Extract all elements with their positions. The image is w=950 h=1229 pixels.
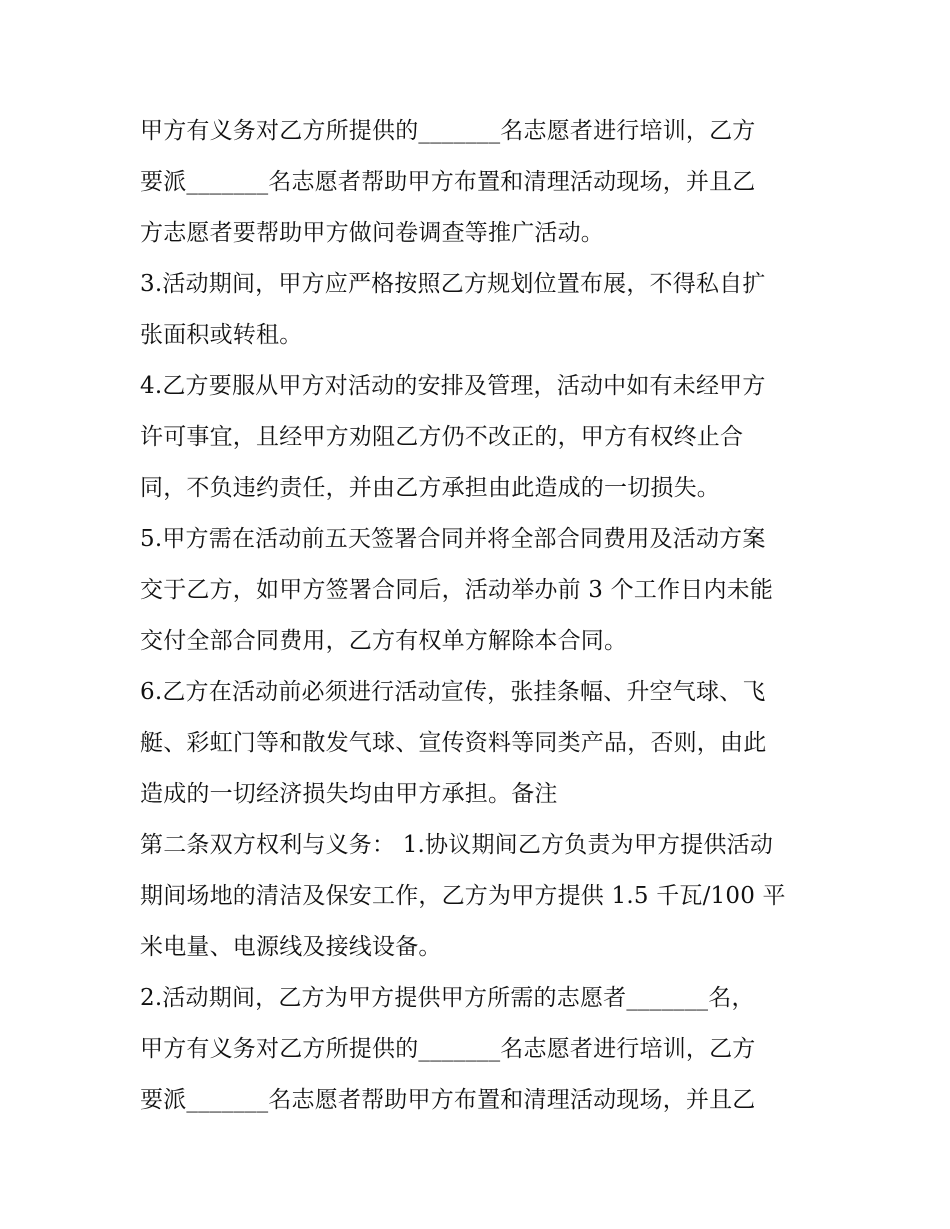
text-line: 要派_______名志愿者帮助甲方布置和清理活动现场，并且乙 (140, 169, 756, 195)
text-line: 要派_______名志愿者帮助甲方布置和清理活动现场，并且乙 (140, 1087, 756, 1113)
text-line: 许可事宜，且经甲方劝阻乙方仍不改正的，甲方有权终止合 (140, 424, 744, 450)
text-line: 期间场地的清洁及保安工作，乙方为甲方提供 1.5 千瓦/100 平 (140, 883, 786, 909)
text-line: 6.乙方在活动前必须进行活动宣传，张挂条幅、升空气球、飞 (140, 679, 766, 705)
document-body (140, 106, 820, 1126)
text-line: 交付全部合同费用，乙方有权单方解除本合同。 (140, 628, 628, 654)
text-line: 2.活动期间，乙方为甲方提供甲方所需的志愿者_______名， (140, 985, 755, 1011)
text-line: 方志愿者要帮助甲方做问卷调查等推广活动。 (140, 220, 604, 246)
text-line: 艇、彩虹门等和散发气球、宣传资料等同类产品，否则，由此 (140, 730, 767, 756)
text-line: 5.甲方需在活动前五天签署合同并将全部合同费用及活动方案 (140, 526, 766, 552)
text-line: 甲方有义务对乙方所提供的_______名志愿者进行培训，乙方 (140, 1036, 756, 1062)
text-line: 造成的一切经济损失均由甲方承担。备注 (140, 781, 558, 807)
text-line: 同，不负违约责任，并由乙方承担由此造成的一切损失。 (140, 475, 720, 501)
text-line: 4.乙方要服从甲方对活动的安排及管理，活动中如有未经甲方 (140, 373, 766, 399)
text-line: 米电量、电源线及接线设备。 (140, 934, 442, 960)
text-line: 3.活动期间，甲方应严格按照乙方规划位置布展，不得私自扩 (140, 271, 766, 297)
text-line: 交于乙方，如甲方签署合同后，活动举办前 3 个工作日内未能 (140, 577, 774, 603)
text-line: 张面积或转租。 (140, 322, 303, 348)
text-line: 第二条双方权利与义务： 1.协议期间乙方负责为甲方提供活动 (140, 832, 774, 858)
text-line: 甲方有义务对乙方所提供的_______名志愿者进行培训，乙方 (140, 118, 756, 144)
